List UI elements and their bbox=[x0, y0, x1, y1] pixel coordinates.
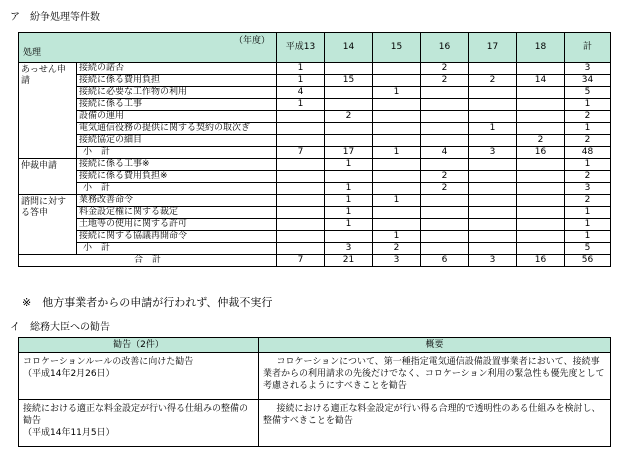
row-label: 接続の諾否 bbox=[77, 63, 277, 75]
category-cell: 仲裁申請 bbox=[19, 159, 77, 195]
value-cell bbox=[277, 135, 325, 147]
recommendation-table bbox=[18, 337, 611, 447]
row-label: 接続に必要な工作物の利用 bbox=[77, 87, 277, 99]
value-cell bbox=[469, 87, 517, 99]
value-cell: 16 bbox=[517, 147, 565, 159]
row-label: 接続協定の細目 bbox=[77, 135, 277, 147]
value-cell: 1 bbox=[373, 231, 421, 243]
value-cell: 1 bbox=[277, 99, 325, 111]
table-row bbox=[19, 111, 611, 123]
process-label: 処理 bbox=[23, 48, 42, 58]
value-cell: 17 bbox=[325, 147, 373, 159]
value-cell: 4 bbox=[421, 147, 469, 159]
total-value-cell: 6 bbox=[421, 255, 469, 267]
value-cell bbox=[277, 231, 325, 243]
row-label: 接続に係る費用負担※ bbox=[77, 171, 277, 183]
row-total-cell: 3 bbox=[565, 63, 611, 75]
recommendation-row bbox=[19, 400, 611, 447]
value-cell bbox=[469, 99, 517, 111]
value-cell bbox=[517, 243, 565, 255]
value-cell bbox=[325, 231, 373, 243]
table-row bbox=[19, 99, 611, 111]
row-total-cell: 5 bbox=[565, 243, 611, 255]
row-label: 電気通信役務の提供に関する契約の取次ぎ bbox=[77, 123, 277, 135]
value-cell bbox=[373, 171, 421, 183]
value-cell: 1 bbox=[325, 207, 373, 219]
recommendation-title: 接続における適正な料金設定が行い得る仕組みの整備の勧告 bbox=[23, 404, 249, 426]
table-row bbox=[19, 159, 611, 171]
row-label: 接続に係る工事 bbox=[77, 99, 277, 111]
row-label: 料金設定権に関する裁定 bbox=[77, 207, 277, 219]
value-cell bbox=[469, 183, 517, 195]
value-cell: 2 bbox=[517, 135, 565, 147]
table-row bbox=[19, 195, 611, 207]
year-header: 16 bbox=[421, 33, 469, 63]
value-cell: 1 bbox=[325, 159, 373, 171]
value-cell bbox=[277, 195, 325, 207]
header-row bbox=[19, 33, 611, 63]
row-total-cell: 2 bbox=[565, 171, 611, 183]
value-cell bbox=[325, 87, 373, 99]
value-cell bbox=[469, 219, 517, 231]
value-cell bbox=[517, 183, 565, 195]
value-cell: 7 bbox=[277, 147, 325, 159]
row-total-cell: 1 bbox=[565, 207, 611, 219]
value-cell bbox=[469, 207, 517, 219]
value-cell bbox=[517, 159, 565, 171]
category-cell: あっせん申請 bbox=[19, 63, 77, 159]
value-cell: 1 bbox=[373, 195, 421, 207]
row-total-cell: 34 bbox=[565, 75, 611, 87]
value-cell bbox=[277, 159, 325, 171]
recommendation-summary: コロケーションについて、第一種指定電気通信設備設置事業者において、接続事業者からの利用請求の先後だけでなく、コロケーション利用の緊急性も優先度として考慮されるようにすべきことを勧告 bbox=[259, 353, 611, 400]
value-cell bbox=[421, 231, 469, 243]
recommendation-col-header: 勧告（2件） bbox=[19, 338, 259, 353]
value-cell: 2 bbox=[325, 111, 373, 123]
value-cell bbox=[421, 243, 469, 255]
value-cell: 3 bbox=[325, 243, 373, 255]
value-cell bbox=[421, 207, 469, 219]
year-header: 18 bbox=[517, 33, 565, 63]
value-cell bbox=[517, 171, 565, 183]
row-label: 設備の運用 bbox=[77, 111, 277, 123]
total-value-cell: 21 bbox=[325, 255, 373, 267]
value-cell bbox=[517, 195, 565, 207]
value-cell bbox=[421, 111, 469, 123]
table-row bbox=[19, 63, 611, 75]
value-cell bbox=[373, 123, 421, 135]
value-cell bbox=[421, 87, 469, 99]
value-cell bbox=[277, 183, 325, 195]
total-value-cell: 3 bbox=[469, 255, 517, 267]
value-cell bbox=[373, 159, 421, 171]
value-cell bbox=[517, 111, 565, 123]
total-value-cell: 7 bbox=[277, 255, 325, 267]
table-row bbox=[19, 87, 611, 99]
value-cell: 1 bbox=[373, 147, 421, 159]
subtotal-label: 小 計 bbox=[77, 183, 277, 195]
recommendation-summary: 接続における適正な料金設定が行い得る合理的で透明性のある仕組みを検討し、整備すべきことを勧告 bbox=[259, 400, 611, 447]
value-cell bbox=[469, 195, 517, 207]
value-cell bbox=[325, 135, 373, 147]
value-cell bbox=[277, 171, 325, 183]
total-value-cell: 56 bbox=[565, 255, 611, 267]
row-total-cell: 1 bbox=[565, 159, 611, 171]
row-total-cell: 5 bbox=[565, 87, 611, 99]
value-cell: 1 bbox=[277, 75, 325, 87]
value-cell: 14 bbox=[517, 75, 565, 87]
value-cell bbox=[325, 123, 373, 135]
value-cell bbox=[325, 63, 373, 75]
value-cell bbox=[517, 207, 565, 219]
table-row bbox=[19, 123, 611, 135]
dispute-count-table bbox=[18, 32, 611, 267]
row-total-cell: 1 bbox=[565, 231, 611, 243]
value-cell bbox=[517, 123, 565, 135]
total-row bbox=[19, 255, 611, 267]
table-row bbox=[19, 231, 611, 243]
year-header: 15 bbox=[373, 33, 421, 63]
value-cell bbox=[373, 111, 421, 123]
value-cell: 1 bbox=[277, 63, 325, 75]
value-cell bbox=[421, 123, 469, 135]
value-cell bbox=[517, 87, 565, 99]
footnote: ※ 他方事業者からの申請が行われず、仲裁不実行 bbox=[22, 296, 273, 309]
recommendation-date: （平成14年11月5日） bbox=[23, 428, 115, 438]
value-cell bbox=[325, 171, 373, 183]
recommendation-cell bbox=[19, 400, 259, 447]
value-cell bbox=[373, 135, 421, 147]
row-total-cell: 2 bbox=[565, 195, 611, 207]
value-cell bbox=[277, 123, 325, 135]
value-cell: 2 bbox=[421, 75, 469, 87]
value-cell bbox=[373, 63, 421, 75]
value-cell bbox=[421, 159, 469, 171]
value-cell bbox=[469, 135, 517, 147]
value-cell bbox=[373, 219, 421, 231]
row-total-cell: 3 bbox=[565, 183, 611, 195]
value-cell bbox=[373, 75, 421, 87]
recommendation-row bbox=[19, 353, 611, 400]
value-cell: 1 bbox=[325, 219, 373, 231]
value-cell bbox=[325, 99, 373, 111]
header-corner bbox=[19, 33, 277, 63]
value-cell: 1 bbox=[325, 183, 373, 195]
value-cell: 2 bbox=[421, 183, 469, 195]
row-label: 接続に係る費用負担 bbox=[77, 75, 277, 87]
value-cell bbox=[469, 171, 517, 183]
total-value-cell: 16 bbox=[517, 255, 565, 267]
row-total-cell: 2 bbox=[565, 135, 611, 147]
value-cell: 1 bbox=[325, 195, 373, 207]
table-row bbox=[19, 75, 611, 87]
value-cell: 2 bbox=[469, 75, 517, 87]
value-cell bbox=[277, 243, 325, 255]
value-cell bbox=[469, 159, 517, 171]
value-cell bbox=[421, 135, 469, 147]
summary-col-header: 概要 bbox=[259, 338, 611, 353]
value-cell bbox=[373, 183, 421, 195]
year-header: 平成13 bbox=[277, 33, 325, 63]
value-cell bbox=[373, 207, 421, 219]
subtotal-row bbox=[19, 147, 611, 159]
table-row bbox=[19, 171, 611, 183]
value-cell bbox=[517, 231, 565, 243]
year-label: （年度） bbox=[233, 36, 270, 46]
total-label: 合 計 bbox=[19, 255, 277, 267]
recommendation-date: （平成14年2月26日） bbox=[23, 369, 115, 379]
value-cell: 15 bbox=[325, 75, 373, 87]
section-i-title: イ 総務大臣への勧告 bbox=[10, 322, 110, 333]
value-cell bbox=[469, 111, 517, 123]
subtotal-row bbox=[19, 243, 611, 255]
value-cell bbox=[277, 207, 325, 219]
value-cell: 1 bbox=[373, 87, 421, 99]
row-total-cell: 48 bbox=[565, 147, 611, 159]
value-cell bbox=[421, 195, 469, 207]
row-label: 土地等の使用に関する許可 bbox=[77, 219, 277, 231]
table-row bbox=[19, 219, 611, 231]
value-cell bbox=[277, 111, 325, 123]
recommendation-header-row bbox=[19, 338, 611, 353]
total-header: 計 bbox=[565, 33, 611, 63]
total-value-cell: 3 bbox=[373, 255, 421, 267]
row-label: 業務改善命令 bbox=[77, 195, 277, 207]
table-row bbox=[19, 207, 611, 219]
subtotal-label: 小 計 bbox=[77, 243, 277, 255]
row-total-cell: 1 bbox=[565, 99, 611, 111]
value-cell: 4 bbox=[277, 87, 325, 99]
year-header: 14 bbox=[325, 33, 373, 63]
value-cell bbox=[517, 219, 565, 231]
category-cell: 諮問に対する答申 bbox=[19, 195, 77, 255]
value-cell bbox=[421, 219, 469, 231]
value-cell bbox=[469, 231, 517, 243]
row-label: 接続に関する協議再開命令 bbox=[77, 231, 277, 243]
value-cell bbox=[373, 99, 421, 111]
value-cell: 1 bbox=[469, 123, 517, 135]
section-a-title: ア 紛争処理等件数 bbox=[10, 12, 100, 23]
value-cell bbox=[421, 99, 469, 111]
value-cell bbox=[517, 99, 565, 111]
value-cell: 2 bbox=[421, 171, 469, 183]
year-header: 17 bbox=[469, 33, 517, 63]
row-label: 接続に係る工事※ bbox=[77, 159, 277, 171]
value-cell: 2 bbox=[421, 63, 469, 75]
value-cell bbox=[517, 63, 565, 75]
subtotal-row bbox=[19, 183, 611, 195]
subtotal-label: 小 計 bbox=[77, 147, 277, 159]
table-row bbox=[19, 135, 611, 147]
recommendation-title: コロケーションルールの改善に向けた勧告 bbox=[23, 357, 194, 367]
value-cell bbox=[277, 219, 325, 231]
recommendation-cell bbox=[19, 353, 259, 400]
value-cell: 2 bbox=[373, 243, 421, 255]
value-cell: 3 bbox=[469, 147, 517, 159]
row-total-cell: 2 bbox=[565, 111, 611, 123]
value-cell bbox=[469, 243, 517, 255]
row-total-cell: 1 bbox=[565, 123, 611, 135]
value-cell bbox=[469, 63, 517, 75]
row-total-cell: 1 bbox=[565, 219, 611, 231]
